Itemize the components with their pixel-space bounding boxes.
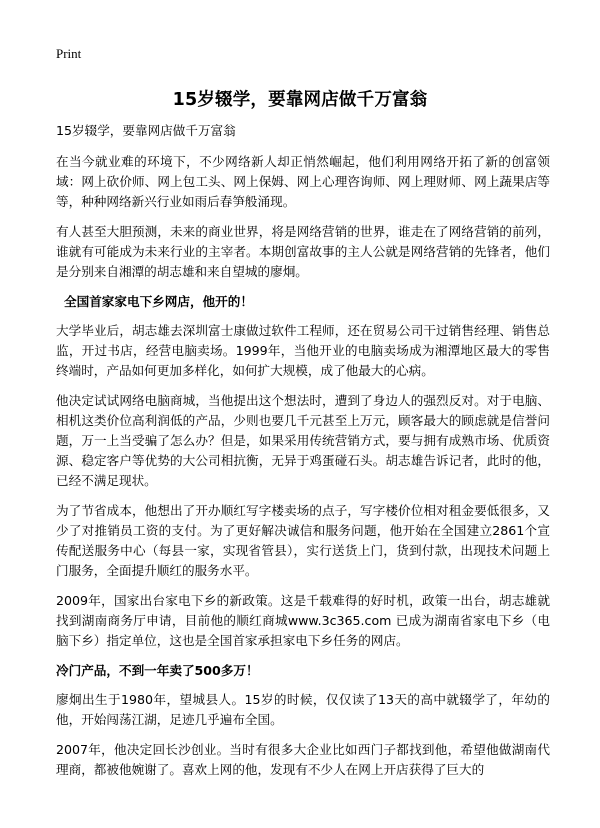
section1-paragraph-3: 为了节省成本，他想出了开办顺红写字楼卖场的点子，写字楼价位相对租金要低很多，又少了对推销员工资的支付。为了更好解决诚信和服务问题，他开始在全国建立2861个宣传配送服务中心（每县一家，实现省管县），实行送货上门，货到付款，出现技术问题上门服务，全面提升顺红的服务水平。 — [56, 503, 550, 578]
intro-paragraph-1: 在当今就业难的环境下，不少网络新人却正悄然崛起，他们利用网络开拓了新的创富领域：网上砍价师、网上包工头、网上保姆、网上心理咨询师、网上理财师、网上蔬果店等等，种种网络新兴行业如雨后春笋般涌现。 — [56, 154, 550, 209]
article-subtitle: 15岁辍学，要靠网店做千万富翁 — [56, 123, 236, 138]
section1-paragraph-1: 大学毕业后，胡志雄去深圳富士康做过软件工程师，还在贸易公司干过销售经理、销售总监，开过书店，经营电脑卖场。1999年，当他开业的电脑卖场成为湘潭地区最大的零售终端时，产品如何更加多样化，如何扩大规模，成了他最大的心病。 — [56, 323, 550, 378]
section2-paragraph-1: 廖炯出生于1980年，望城县人。15岁的时候，仅仅读了13天的高中就辍学了，年幼的他，开始闯荡江湖，足迹几乎遍布全国。 — [56, 692, 550, 727]
print-link[interactable]: Print — [56, 46, 82, 61]
section1-paragraph-2: 他决定试试网络电脑商城，当他提出这个想法时，遭到了身边人的强烈反对。对于电脑、相机这类价位高利润低的产品，少则也要几千元甚至上万元，顾客最大的顾虑就是信誉问题，万一上当受骗了怎么办？但是，如果采用传统营销方式，要与拥有成熟市场、优质资源、稳定客户等优势的大公司相抗衡，无异于鸡蛋碰石头。胡志雄告诉记者，此时的他，已经不满足现状。 — [56, 393, 550, 488]
article-title: 15岁辍学，要靠网店做千万富翁 — [172, 90, 428, 110]
section2-paragraph-2: 2007年，他决定回长沙创业。当时有很多大企业比如西门子都找到他，希望他做湖南代理商，都被他婉谢了。喜欢上网的他，发现有不少人在网上开店获得了巨大的 — [56, 742, 550, 777]
section1-paragraph-4: 2009年，国家出台家电下乡的新政策。这是千载难得的好时机，政策一出台，胡志雄就找到湖南商务厅申请，目前他的顺红商城www.3c365.com 已成为湖南省家电下乡（电脑下乡）指定单位，这也是全国首家承担家电下乡任务的网店。 — [56, 593, 550, 648]
section-heading-2: 冷门产品，不到一年卖了500多万！ — [56, 663, 259, 678]
section-heading-1: 全国首家家电下乡网店，他开的！ — [64, 294, 253, 309]
article-body — [56, 121, 550, 790]
intro-paragraph-2: 有人甚至大胆预测，未来的商业世界，将是网络营销的世界，谁走在了网络营销的前列，谁就有可能成为未来行业的主宰者。本期创富故事的主人公就是网络营销的先锋者，他们是分别来自湘潭的胡志雄和来自望城的廖炯。 — [56, 224, 550, 279]
